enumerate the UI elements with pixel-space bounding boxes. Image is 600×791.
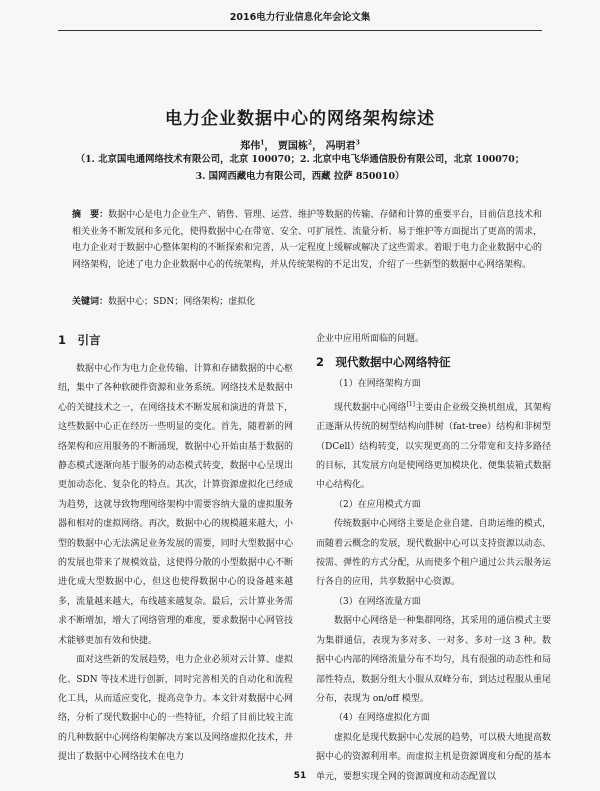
section-heading: 1 引言 (58, 333, 101, 347)
abstract-label: 摘 要： (72, 210, 109, 220)
author-name: 冯明君 (325, 141, 356, 152)
keywords (72, 294, 542, 310)
author-affiliation-mark: 2 (307, 139, 313, 147)
abstract (72, 207, 542, 273)
body-paragraph: 虚拟化是现代数据中心发展的趋势，可以极大地提高数据中心的资源利用率。而虚拟主机是资源调度和分配的基本单元，要想实现全网的资源调度和动态配置以 (316, 732, 551, 782)
running-header: 2016电力行业信息化年会论文集 (58, 6, 542, 31)
body-paragraph: 企业中应用所面临的问题。 (316, 334, 425, 344)
page-number: 51 (293, 771, 307, 781)
keywords-text: 数据中心；SDN；网络架构；虚拟化 (108, 297, 256, 307)
author-name: 贾国栋 (277, 141, 308, 152)
section-heading: 2 现代数据中心网络特征 (316, 355, 451, 370)
body-paragraph (316, 395, 551, 496)
right-column (316, 330, 551, 787)
body-paragraph: 数据中心作为电力企业传输、计算和存储数据的中心枢纽，集中了各种软硬件资源和业务系统。网络技术是数据中心的关键技术之一，在网络技术不断发展和演进的背景下，这些数据中心正在经历一些明显的变化。首先，随着新的网络架构和应用服务的不断涌现，数据中心开始由基于数据的静态模式逐渐向基于服务的动态模式转变，数据中心呈现出更加动态化、复杂化的特点。其次，计算资源虚拟化已经成为趋势，这就导致物理网络架构中需要容纳大量的虚拟服务器和相对的虚拟网络。再次，数据中心的规模越来越大，小型的数据中心无法满足业务发展的需要，同时大型数据中心的发展也带来了规模效益，这使得分散的小型数据中心不断进化成大型数据中心，但这也使得数据中心的设备越来越多，流量越来越大，布线越来越复杂。最后，云计算业务需求不断增加，增大了网络管理的难度，要求数据中心网管技术能够更加有效和快捷。 (58, 364, 293, 646)
affiliation-line: （1. 北京国电通网络技术有限公司，北京 100070；2. 北京中电飞华通信股份有限公司，北京 100070； (75, 154, 525, 165)
citation-ref: [1] (406, 400, 416, 408)
author-name: 郑伟 (240, 141, 261, 152)
subsection-title: （1）在网络架构方面 (334, 379, 421, 390)
subsection-title: （2）在应用模式方面 (334, 499, 421, 510)
subsection-title: （3）在网络流量方面 (334, 596, 421, 607)
author-affiliation-mark: 1 (260, 139, 265, 147)
body-text: 现代数据中心网络 (334, 402, 407, 413)
keywords-label: 关键词： (72, 297, 109, 307)
left-column (58, 330, 293, 768)
subsection-title: （4）在网络虚拟化方面 (334, 713, 430, 724)
body-paragraph: 面对这些新的发展趋势，电力企业必须对云计算、虚拟化、SDN 等技术进行创新，同时完善相关的自动化和流程化工具，从而适应变化，提高竞争力。本文针对数据中心网络，分析了现代数据中心的一些特征，介绍了目前比较主流的几种数据中心网络构架解决方案以及网络虚拟化技术，并提出了数据中心网络技术在电力 (58, 655, 293, 763)
affiliation-line: 3. 国网西藏电力有限公司，西藏 拉萨 850010） (195, 171, 405, 182)
abstract-text: 数据中心是电力企业生产、销售、管理、运营、维护等数据的传输、存储和计算的重要平台，目前信息技术和相关业务不断发展和多元化，使得数据中心在带宽、安全、可扩展性、流量分析、易于维护等方面提出了更高的需求，电力企业对于数据中心整体架构的不断探索和完善，从一定程度上缓解或解决了这些需求。着眼于电力企业数据中心的网络架构，论述了电力企业数据中心的传统架构，并从传统架构的不足出发，介绍了一些新型的数据中心网络架构。 (72, 210, 542, 270)
body-paragraph: 传统数据中心网络主要是企业自建、自助运维的模式，而随着云概念的发展，现代数据中心可以支持资源以动态、按需、弹性的方式分配，从而使多个租户通过公共云服务运行各自的应用，共享数据中心资源。 (316, 519, 551, 588)
author-list: 郑伟$^1$， 贾国栋$^2$， 冯明君$^3$ (240, 139, 360, 152)
paper-title: 电力企业数据中心的网络架构综述 (165, 109, 435, 129)
author-affiliation-mark: 3 (355, 139, 360, 147)
body-text: 主要由企业级交换机组成，其架构正逐渐从传统的树型结构向胖树（fat-tree）结构和非树型（DCell）结构转变，以实现更高的二分带宽和支持多路径的目标，其发展方向是使网络更加模块化、便集装箱式数据中心结构化。 (316, 402, 551, 491)
body-paragraph: 数据中心网络是一种集群网络，其采用的通信模式主要为集群通信，表现为多对多、一对多、多对一这 3 种。数据中心内部的网络流量分布不均匀，具有很强的动态性和局部性特点，数据分组大小服从双峰分布，到达过程服从重尾分布，表现为 on/off 模型。 (316, 616, 551, 704)
